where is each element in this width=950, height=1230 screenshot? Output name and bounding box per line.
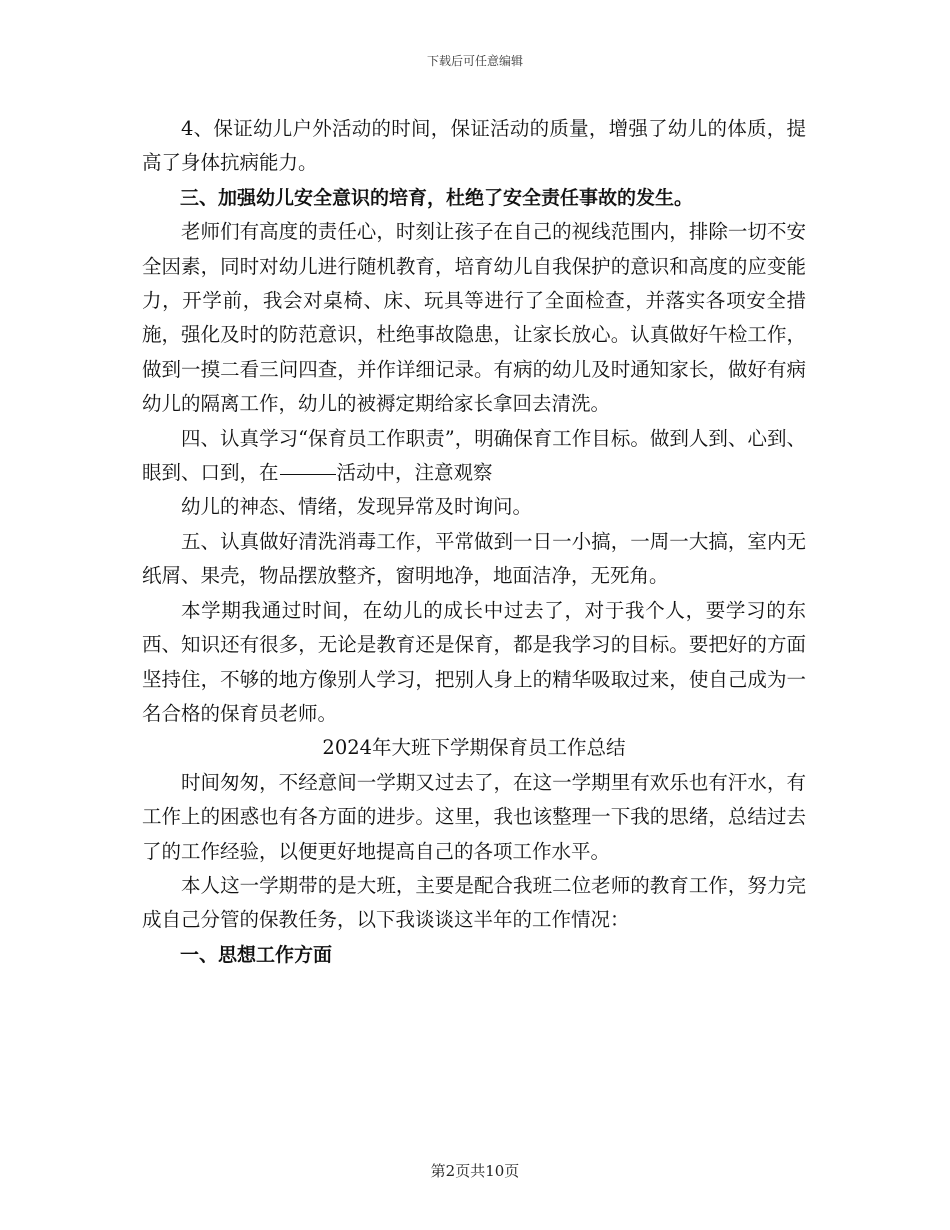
- paragraph-safety: 老师们有高度的责任心，时刻让孩子在自己的视线范围内，排除一切不安全因素，同时对幼儿进行随机教育，培育幼儿自我保护的意识和高度的应变能力，开学前，我会对桌椅、床、玩具等进行了全面检查，并落实各项安全措施，强化及时的防范意识，杜绝事故隐患，让家长放心。认真做好午检工作，做到一摸二看三问四查，并作详细记录。有病的幼儿及时通知家长，做好有病幼儿的隔离工作，幼儿的被褥定期给家长拿回去清洗。: [142, 220, 806, 416]
- section-heading-thought-work: 一、思想工作方面: [180, 943, 333, 966]
- paragraph-intro: 时间匆匆，不经意间一学期又过去了，在这一学期里有欢乐也有汗水，有工作上的困惑也有各方面的进步。这里，我也该整理一下我的思绪，总结过去了的工作经验，以便更好地提高自己的各项工作水平。: [142, 770, 806, 863]
- paragraph-outdoor-activity: 4、保证幼儿户外活动的时间，保证活动的质量，增强了幼儿的体质，提高了身体抗病能力。: [142, 117, 806, 175]
- paragraph-duties: [142, 422, 806, 491]
- paragraph-class-overview: 本人这一学期带的是大班，主要是配合我班二位老师的教育工作，努力完成自己分管的保教任务，以下我谈谈这半年的工作情况：: [142, 873, 806, 932]
- document-body: [142, 112, 806, 972]
- paragraph-disinfection: 五、认真做好清洗消毒工作，平常做到一日一小搞，一周一大搞，室内无纸屑、果壳，物品摆放整齐，窗明地净，地面洁净，无死角。: [142, 529, 806, 588]
- paragraph-reflection: 本学期我通过时间，在幼儿的成长中过去了，对于我个人，要学习的东西、知识还有很多，无论是教育还是保育，都是我学习的目标。要把好的方面坚持住，不够的地方像别人学习，把别人身上的精华吸取过来，使自己成为一名合格的保育员老师。: [142, 598, 806, 725]
- page-header: 下载后可任意编辑: [426, 54, 523, 68]
- fill-blank: [280, 473, 336, 475]
- page-footer: 第2页共10页: [430, 1162, 520, 1180]
- document-title: 2024年大班下学期保育员工作总结: [322, 736, 626, 760]
- paragraph-duties-continued: 幼儿的神态、情绪，发现异常及时询问。: [181, 495, 533, 519]
- duties-text-end: 活动中，注意观察: [336, 461, 493, 485]
- section-heading-safety: 三、加强幼儿安全意识的培育，杜绝了安全责任事故的发生。: [180, 186, 694, 209]
- duties-text-start: 四、认真学习“保育员工作职责”，明确保育工作目标。做到人到、心到、眼到、口到，在: [142, 426, 806, 485]
